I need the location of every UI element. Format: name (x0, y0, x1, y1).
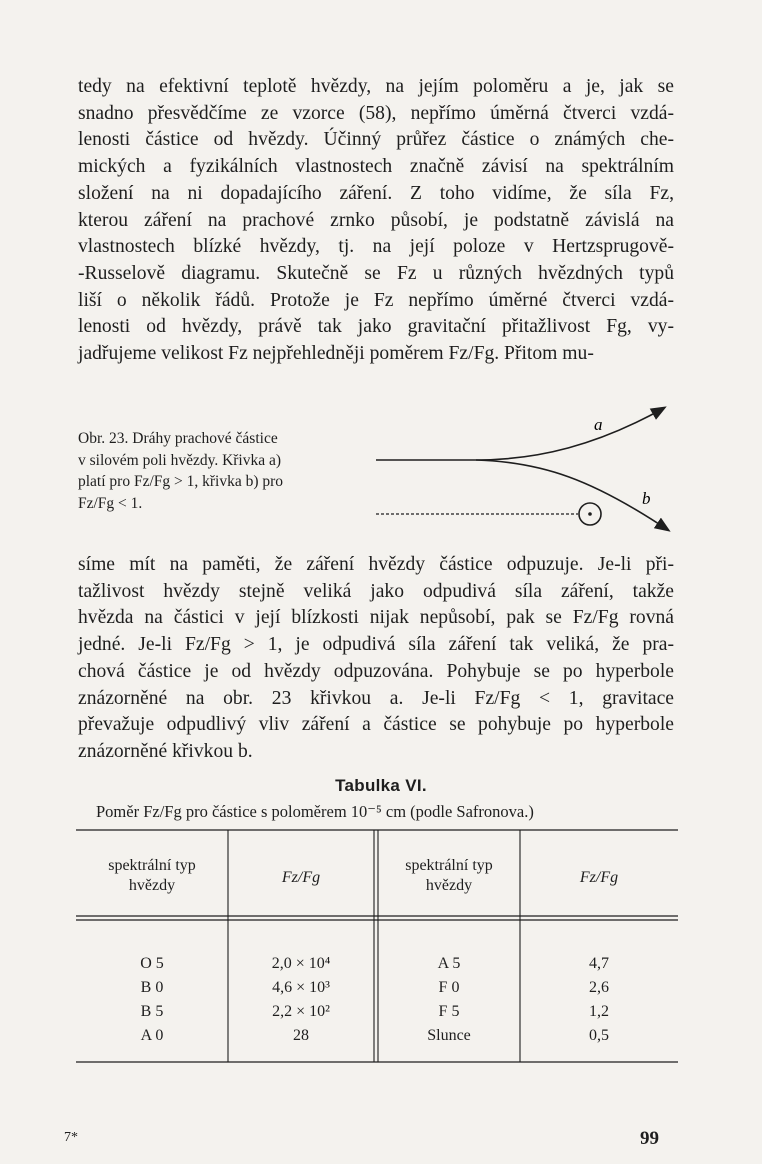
curve-a (476, 408, 664, 460)
text-line: kterou záření na prachové zrnko působí, je podstatně závislá na (78, 209, 674, 231)
table-cell-type: A 0 (140, 1027, 164, 1044)
table-cell-type: B 5 (140, 1003, 164, 1020)
caption-line: platí pro Fz/Fg > 1, křivka b) pro (78, 473, 284, 490)
table-cell-value: 28 (293, 1027, 309, 1044)
data-table (76, 828, 678, 1064)
table-cell-type: Slunce (427, 1027, 471, 1044)
table-cell-type: A 5 (437, 955, 461, 972)
table-cell-type: O 5 (140, 955, 164, 972)
table-header: spektrální typ hvězdy (405, 857, 493, 894)
table-cell-value: 2,0 × 10⁴ (271, 955, 331, 972)
caption-line: v silovém poli hvězdy. Křivka a) (78, 451, 282, 469)
label-b: b (642, 489, 651, 508)
table-header: spektrální typ hvězdy (108, 857, 196, 894)
table-cell-value: 2,6 (589, 979, 609, 996)
figure-particle-trajectories (368, 400, 678, 540)
star-center (588, 512, 592, 516)
caption-line: Obr. 23. Dráhy prachové částice (78, 430, 278, 447)
table-cell-type: F 0 (438, 979, 460, 996)
caption-line: Fz/Fg < 1. (78, 494, 143, 512)
text-line: mických a fyzikálních vlastnostech značně závisí na spektrálním (78, 156, 674, 178)
table-cell-value: 4,6 × 10³ (272, 979, 330, 996)
text-line: chová částice je od hvězdy odpuzována. Pohybuje se po hyperbole (78, 660, 674, 682)
curve-b (476, 460, 668, 530)
text-line: hvězda na částici v její blízkosti nijak nepůsobí, pak se Fz/Fg rovná (78, 607, 674, 629)
text-line: znázorněné na obr. 23 křivkou a. Je-li Fz/Fg < 1, gravitace (78, 687, 674, 709)
text-line: vlastnostech blízké hvězdy, tj. na její poloze v Hertzsprugově- (78, 236, 674, 258)
table-cell-value: 0,5 (589, 1027, 609, 1044)
text-line: tedy na efektivní teplotě hvězdy, na jejím poloměru a je, jak se (78, 76, 674, 97)
text-line: převažuje odpudlivý vliv záření a částice se pohybuje po hyperbole (78, 714, 674, 736)
text-line: tažlivost hvězdy stejně veliká jako odpudivá síla záření, takže (78, 580, 674, 602)
text-line: lenosti od hvězdy, právě tak jako gravitační přitažlivost Fg, vy- (78, 316, 674, 338)
text-line: složení na ni dopadajícího záření. Z toho vidíme, že síla Fz, (78, 182, 674, 204)
text-line: jadřujeme velikost Fz nejpřehledněji poměrem Fz/Fg. Přitom mu- (78, 343, 594, 365)
main-text-paragraph-2 (78, 552, 674, 766)
text-line: lenosti částice od hvězdy. Účinný průřez částice o známých che- (78, 129, 674, 151)
text-line: -Russelově diagramu. Skutečně se Fz u různých hvězdných typů (78, 262, 674, 284)
table-cell-type: F 5 (438, 1003, 460, 1020)
text-line: znázorněné křivkou b. (78, 740, 253, 762)
table-title: Tabulka VI. (335, 776, 427, 795)
text-line: snadno přesvědčíme ze vzorce (58), nepřímo úměrná čtverci vzdá- (78, 102, 674, 124)
table-cell-value: 1,2 (589, 1003, 609, 1020)
table-header: Fz/Fg (579, 869, 619, 886)
page-number: 99 (640, 1128, 659, 1149)
signature-mark: 7* (64, 1130, 78, 1145)
table-cell-type: B 0 (140, 979, 164, 996)
text-line: jedné. Je-li Fz/Fg > 1, je odpudivá síla záření tak veliká, že pra- (78, 634, 674, 656)
text-line: síme mít na paměti, že záření hvězdy částice odpuzuje. Je-li při- (78, 554, 674, 575)
label-a: a (594, 415, 603, 434)
table-cell-value: 4,7 (589, 955, 609, 972)
table-cell-value: 2,2 × 10² (272, 1003, 330, 1020)
main-text-paragraph-1 (78, 74, 674, 368)
text-line: liší o několik řádů. Protože je Fz nepřímo úměrné čtverci vzdá- (78, 289, 674, 311)
table-caption: Poměr Fz/Fg pro částice s poloměrem 10⁻⁵ cm (podle Safronova.) (96, 802, 534, 821)
table-header: Fz/Fg (281, 869, 321, 886)
figure-caption (78, 428, 378, 514)
